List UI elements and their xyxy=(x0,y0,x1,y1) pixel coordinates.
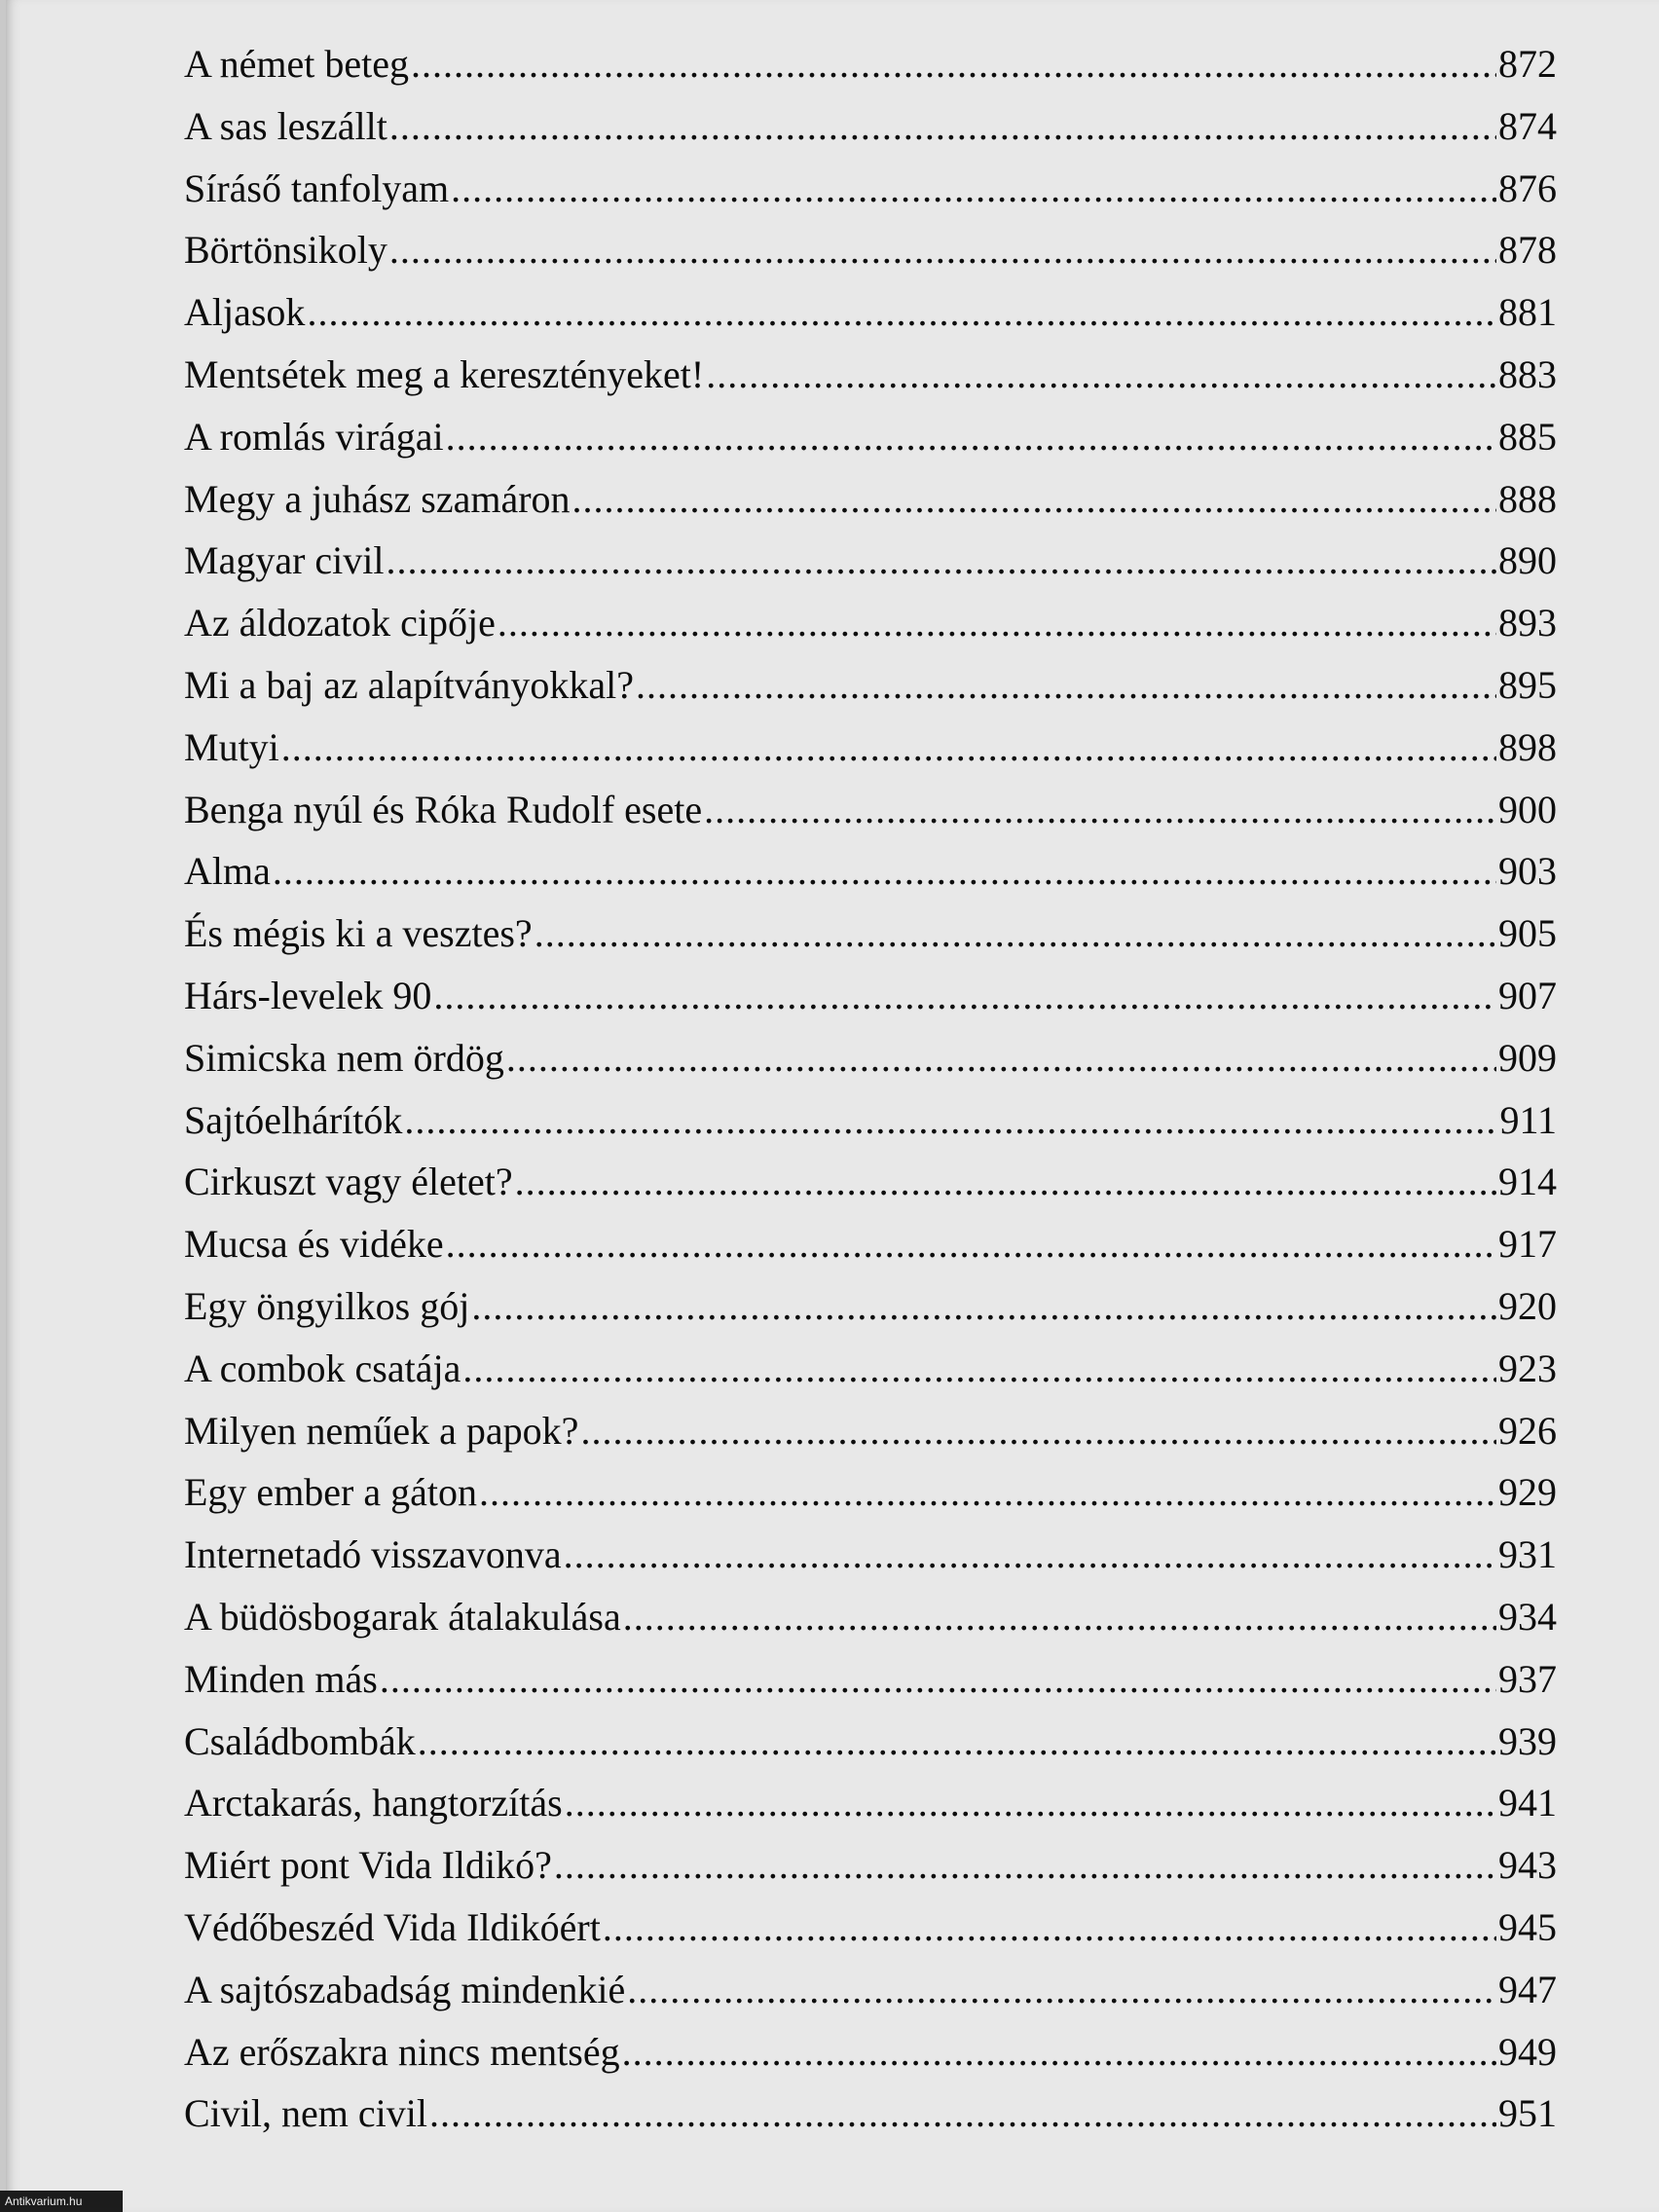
dot-leader xyxy=(704,787,1496,832)
toc-entry-title: Börtönsikoly xyxy=(184,228,387,273)
dot-leader xyxy=(387,537,1497,583)
toc-entry-page: 876 xyxy=(1498,166,1557,210)
toc-entry xyxy=(184,1718,1557,1781)
toc-entry-title: És mégis ki a vesztes? xyxy=(184,911,533,956)
dot-leader xyxy=(506,1035,1496,1081)
toc-entry-page: 881 xyxy=(1498,290,1557,335)
dot-leader xyxy=(515,1159,1496,1204)
toc-entry-page: 890 xyxy=(1498,538,1557,583)
dot-leader xyxy=(706,351,1496,397)
toc-entry-title: Mucsa és vidéke xyxy=(184,1222,444,1267)
toc-entry-page: 941 xyxy=(1498,1781,1557,1825)
toc-entry-page: 939 xyxy=(1498,1718,1557,1763)
toc-entry xyxy=(184,787,1557,849)
toc-entry-page: 947 xyxy=(1498,1967,1557,2011)
toc-entry xyxy=(184,289,1557,351)
toc-entry xyxy=(184,910,1557,973)
toc-entry-page: 907 xyxy=(1498,973,1557,1017)
toc-entry-title: A sas leszállt xyxy=(184,103,387,148)
toc-entry xyxy=(184,476,1557,538)
toc-entry-page: 945 xyxy=(1498,1904,1557,1949)
toc-entry-page: 898 xyxy=(1498,724,1557,769)
toc-entry-title: A combok csatája xyxy=(184,1346,461,1390)
dot-leader xyxy=(411,41,1496,87)
toc-entry-page: 920 xyxy=(1498,1283,1557,1328)
dot-leader xyxy=(404,1097,1497,1143)
dot-leader xyxy=(389,227,1496,273)
toc-entry-title: Cirkuszt vagy életet? xyxy=(184,1160,513,1204)
toc-entry-page: 900 xyxy=(1498,787,1557,831)
toc-entry-page: 949 xyxy=(1498,2029,1557,2074)
toc-entry xyxy=(184,1967,1557,2029)
toc-entry xyxy=(184,724,1557,787)
toc-entry xyxy=(184,537,1557,600)
toc-entry-page: 951 xyxy=(1498,2091,1557,2136)
dot-leader xyxy=(380,1656,1496,1702)
toc-entry-title: Internetadó visszavonva xyxy=(184,1532,562,1577)
toc-entry xyxy=(184,1780,1557,1842)
toc-entry-page: 903 xyxy=(1498,849,1557,894)
book-page xyxy=(6,0,1659,2212)
dot-leader xyxy=(636,662,1496,708)
toc-entry xyxy=(184,1159,1557,1221)
toc-entry-page: 874 xyxy=(1498,103,1557,148)
toc-entry-page: 895 xyxy=(1498,662,1557,707)
dot-leader xyxy=(479,1469,1496,1515)
toc-entry-title: Az erőszakra nincs mentség xyxy=(184,2029,620,2074)
toc-entry-title: Alma xyxy=(184,849,271,894)
toc-entry-page: 909 xyxy=(1498,1035,1557,1080)
toc-entry xyxy=(184,166,1557,228)
toc-entry-title: Mi a baj az alapítványokkal? xyxy=(184,662,635,707)
dot-leader xyxy=(471,1283,1496,1329)
dot-leader xyxy=(554,1842,1496,1888)
toc-entry-page: 923 xyxy=(1498,1346,1557,1390)
toc-entry-title: Sajtóelhárítók xyxy=(184,1097,403,1142)
table-of-contents xyxy=(184,41,1557,2153)
toc-entry xyxy=(184,2029,1557,2091)
toc-entry xyxy=(184,662,1557,724)
dot-leader xyxy=(580,1408,1496,1454)
toc-entry xyxy=(184,227,1557,289)
toc-entry xyxy=(184,351,1557,414)
dot-leader xyxy=(622,2029,1496,2075)
toc-entry xyxy=(184,1035,1557,1097)
toc-entry-page: 931 xyxy=(1498,1532,1557,1577)
dot-leader xyxy=(535,910,1496,956)
toc-entry-page: 934 xyxy=(1498,1594,1557,1639)
toc-entry xyxy=(184,1346,1557,1408)
toc-entry-title: Egy ember a gáton xyxy=(184,1470,477,1515)
toc-entry-title: Az áldozatok cipője xyxy=(184,601,496,645)
toc-entry-title: Magyar civil xyxy=(184,538,385,583)
toc-entry-title: A sajtószabadság mindenkié xyxy=(184,1967,626,2011)
toc-entry-page: 914 xyxy=(1498,1160,1557,1204)
toc-entry-page: 926 xyxy=(1498,1408,1557,1453)
toc-entry xyxy=(184,1408,1557,1470)
toc-entry-page: 905 xyxy=(1498,911,1557,956)
toc-entry xyxy=(184,1469,1557,1531)
dot-leader xyxy=(446,414,1496,460)
toc-entry xyxy=(184,973,1557,1035)
toc-entry xyxy=(184,2090,1557,2153)
toc-entry-title: Megy a juhász szamáron xyxy=(184,476,571,521)
toc-entry-page: 937 xyxy=(1498,1656,1557,1701)
toc-entry-title: Miért pont Vida Ildikó? xyxy=(184,1843,552,1888)
toc-entry-title: A romlás virágai xyxy=(184,414,444,459)
toc-entry xyxy=(184,41,1557,103)
toc-entry-page: 943 xyxy=(1498,1843,1557,1888)
toc-entry-title: Benga nyúl és Róka Rudolf esete xyxy=(184,787,703,831)
dot-leader xyxy=(603,1904,1496,1950)
toc-entry-page: 888 xyxy=(1498,476,1557,521)
dot-leader xyxy=(627,1967,1496,2012)
dot-leader xyxy=(429,2090,1496,2136)
dot-leader xyxy=(451,166,1496,211)
dot-leader xyxy=(418,1718,1496,1764)
toc-entry-page: 872 xyxy=(1498,42,1557,86)
toc-entry-title: Aljasok xyxy=(184,290,306,335)
toc-entry xyxy=(184,1842,1557,1904)
dot-leader xyxy=(389,103,1496,149)
dot-leader xyxy=(462,1346,1496,1391)
toc-entry-title: Családbombák xyxy=(184,1718,416,1763)
toc-entry xyxy=(184,1283,1557,1346)
toc-entry xyxy=(184,1221,1557,1283)
dot-leader xyxy=(565,1780,1496,1825)
toc-entry xyxy=(184,848,1557,910)
dot-leader xyxy=(446,1221,1496,1267)
toc-entry xyxy=(184,1594,1557,1656)
toc-entry-page: 917 xyxy=(1498,1222,1557,1267)
toc-entry xyxy=(184,1531,1557,1594)
dot-leader xyxy=(623,1594,1496,1640)
dot-leader xyxy=(572,476,1496,522)
toc-entry-page: 883 xyxy=(1498,351,1557,396)
toc-entry xyxy=(184,414,1557,476)
toc-entry xyxy=(184,1904,1557,1967)
dot-leader xyxy=(498,600,1496,645)
toc-entry-title: Hárs-levelek 90 xyxy=(184,973,432,1017)
toc-entry-title: A német beteg xyxy=(184,42,410,86)
toc-entry-title: Egy öngyilkos gój xyxy=(184,1283,470,1328)
dot-leader xyxy=(307,289,1496,335)
dot-leader xyxy=(281,724,1496,770)
toc-entry-title: Simicska nem ördög xyxy=(184,1035,504,1080)
toc-entry-title: Védőbeszéd Vida Ildikóért xyxy=(184,1904,601,1949)
dot-leader xyxy=(433,973,1496,1018)
dot-leader xyxy=(564,1531,1496,1577)
toc-entry-title: Mutyi xyxy=(184,724,279,769)
toc-entry-page: 878 xyxy=(1498,228,1557,273)
toc-entry-title: A büdösbogarak átalakulása xyxy=(184,1594,621,1639)
toc-entry-title: Mentsétek meg a keresztényeket! xyxy=(184,351,705,396)
toc-entry-title: Arctakarás, hangtorzítás xyxy=(184,1781,563,1825)
toc-entry-page: 893 xyxy=(1498,601,1557,645)
toc-entry xyxy=(184,103,1557,166)
watermark-label: Antikvarium.hu xyxy=(0,2191,123,2212)
toc-entry-page: 911 xyxy=(1499,1097,1557,1142)
toc-entry-title: Milyen neműek a papok? xyxy=(184,1408,579,1453)
toc-entry-page: 929 xyxy=(1498,1470,1557,1515)
toc-entry-title: Síráső tanfolyam xyxy=(184,166,450,210)
toc-entry-page: 885 xyxy=(1498,414,1557,459)
dot-leader xyxy=(273,848,1496,894)
toc-entry xyxy=(184,1097,1557,1160)
toc-entry xyxy=(184,1656,1557,1718)
toc-entry-title: Minden más xyxy=(184,1656,378,1701)
toc-entry-title: Civil, nem civil xyxy=(184,2091,427,2136)
toc-entry xyxy=(184,600,1557,662)
